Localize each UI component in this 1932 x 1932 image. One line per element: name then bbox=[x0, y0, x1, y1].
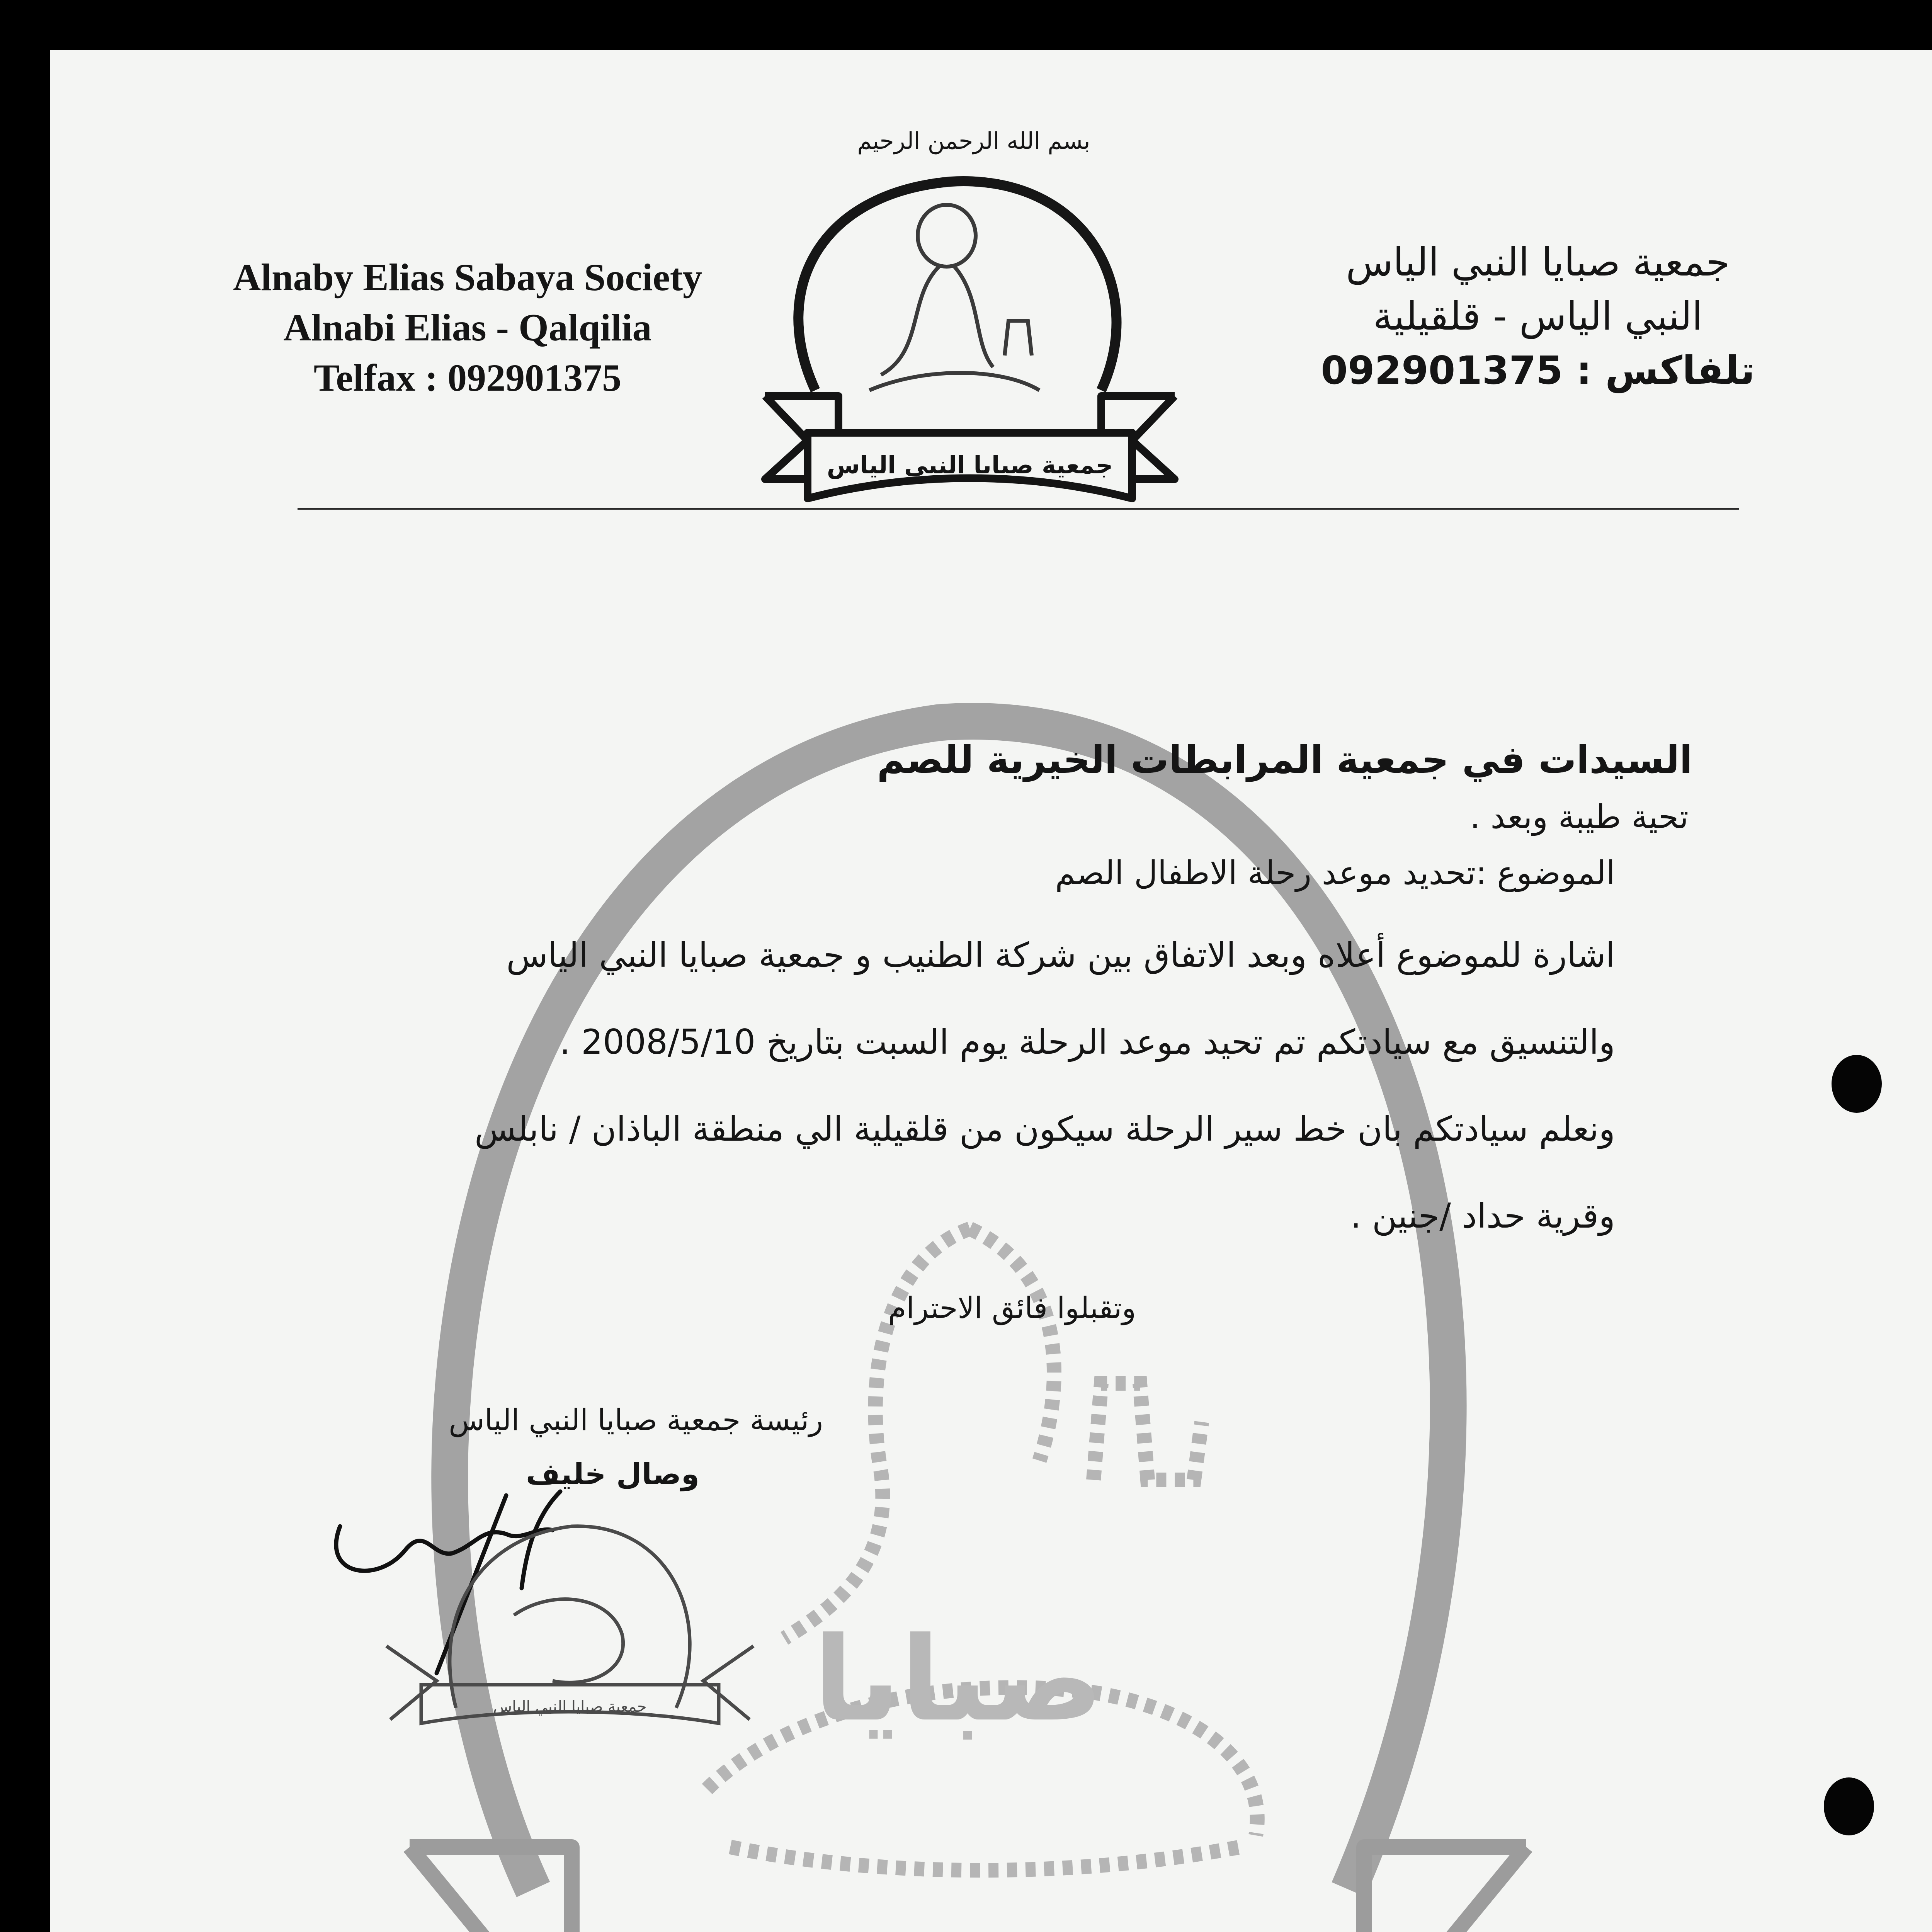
en-telfax: Telfax : 092901375 bbox=[313, 356, 622, 399]
ar-telfax: تلفاكس : 092901375 bbox=[1321, 348, 1755, 393]
signatory-name: وصال خليف bbox=[526, 1457, 699, 1491]
stamp-text: جمعية صبايا النبي الياس bbox=[493, 1698, 647, 1716]
en-society-location: Alnabi Elias - Qalqilia bbox=[283, 306, 652, 349]
body-line-1: اشارة للموضوع أعلاه وبعد الاتفاق بين شركة الطنيب و جمعية صبايا النبي الياس bbox=[506, 935, 1615, 975]
header-divider bbox=[298, 508, 1739, 510]
letter-page bbox=[50, 50, 1932, 1932]
stamp bbox=[386, 1526, 753, 1723]
recipient-heading: السيدات في جمعية المرابطات الخيرية للصم bbox=[877, 738, 1692, 782]
subject-line: الموضوع :تحديد موعد رحلة الاطفال الصم bbox=[1055, 854, 1615, 892]
punch-hole-lower bbox=[1824, 1777, 1874, 1835]
en-society-name: Alnaby Elias Sabaya Society bbox=[233, 256, 702, 299]
signature bbox=[336, 1492, 560, 1673]
ar-society-name: جمعية صبايا النبي الياس bbox=[1346, 240, 1730, 285]
ar-society-location: النبي الياس - قلقيلية bbox=[1373, 294, 1703, 339]
header-logo-banner-text: جمعية صبايا النبي الياس bbox=[827, 451, 1113, 479]
watermark-inner-text: صبايا bbox=[813, 1612, 1104, 1747]
basmala: بسم الله الرحمن الرحيم bbox=[857, 128, 1090, 155]
greeting: تحية طيبة وبعد . bbox=[1470, 798, 1689, 836]
body-line-2: والتنسيق مع سيادتكم تم تحيد موعد الرحلة يوم السبت بتاريخ 2008/5/10 . bbox=[560, 1022, 1615, 1062]
signatory-title: رئيسة جمعية صبايا النبي الياس bbox=[449, 1403, 823, 1437]
body-line-3: ونعلم سيادتكم بان خط سير الرحلة سيكون من قلقيلية الي منطقة الباذان / نابلس bbox=[474, 1109, 1615, 1149]
punch-hole-upper bbox=[1832, 1055, 1882, 1113]
closing-line: وتقبلوا فائق الاحترام bbox=[888, 1291, 1136, 1325]
body-line-4: وقرية حداد /جنين . bbox=[1350, 1196, 1615, 1236]
